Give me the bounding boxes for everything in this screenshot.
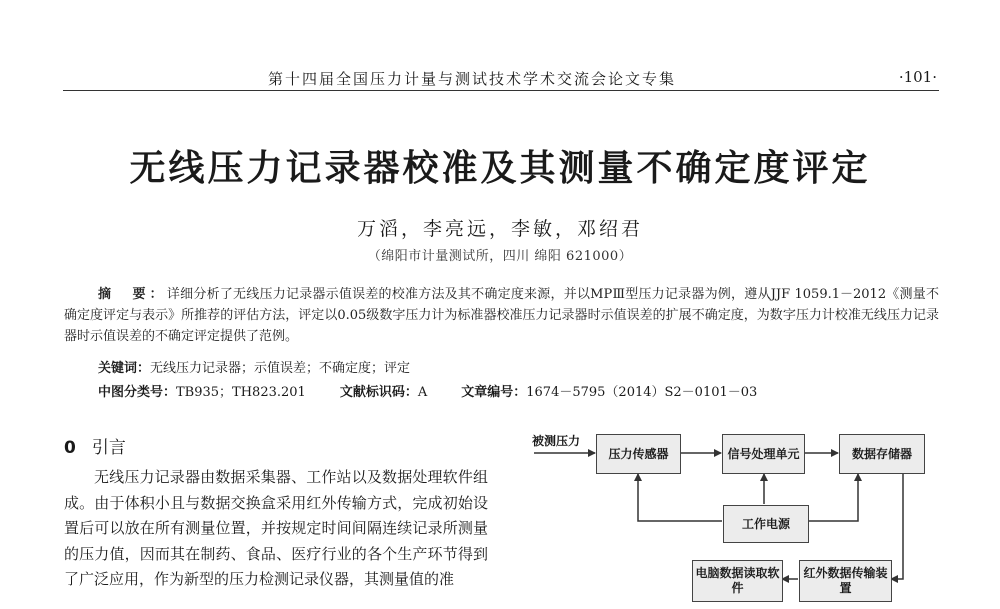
- arrow-power-to-sensor: [638, 474, 722, 521]
- pressure-sensor-box: 压力传感器: [596, 434, 681, 474]
- signal-processing-box: 信号处理单元: [722, 434, 805, 474]
- doc-code-label: 文献标识码：: [339, 385, 418, 400]
- article-number-value: 1674－5795（2014）S2－0101－03: [526, 385, 758, 400]
- keywords: [98, 357, 410, 376]
- block-diagram: [518, 422, 938, 609]
- body-paragraph: 无线压力记录器由数据采集器、工作站以及数据处理软件组成。由于体积小且与数据交换盒采用红外传输方式，完成初始设置后可以放在所有测量位置，并按规定时间间隔连续记录所测量的压力值，因而其在制药、食品、医疗行业的各个生产环节得到了广泛应用，作为新型的压力检测记录仪器，其测量值的准: [64, 468, 488, 588]
- article-number-label: 文章编号：: [461, 385, 527, 400]
- clc-label: 中图分类号：: [98, 385, 177, 400]
- input-pressure-label: 被测压力: [532, 434, 581, 448]
- ir-transmission-box: 红外数据传输装置: [799, 560, 892, 602]
- doc-code-value: A: [417, 385, 428, 400]
- abstract: [64, 284, 939, 347]
- arrow-storage-to-ir: [891, 474, 903, 579]
- classification-line: [98, 381, 939, 400]
- keywords-label: 关键词：: [98, 361, 151, 376]
- section-heading: [64, 433, 126, 458]
- section-number: 0: [64, 438, 76, 458]
- abstract-text: 详细分析了无线压力记录器示值误差的校准方法及其不确定度来源，并以MPⅢ型压力记录器为例，遵从JJF 1059.1－2012《测量不确定度评定与表示》所推荐的评估方法，评定以0.05级数字压力计为标准器校准压力记录器时示值误差的扩展不确定度，为数字压力计校准无线压力记录器时示值误差的不确定评定提供了范例。: [64, 287, 939, 344]
- authors: 万滔，李亮远，李敏，邓绍君: [356, 218, 643, 240]
- page-number: ·101·: [898, 68, 937, 86]
- journal-name: 第十四届全国压力计量与测试技术学术交流会论文专集: [268, 70, 677, 88]
- arrow-power-to-storage: [808, 474, 858, 521]
- keywords-text: 无线压力记录器；示值误差；不确定度；评定: [150, 361, 411, 376]
- affiliation: （绵阳市计量测试所，四川 绵阳 621000）: [367, 249, 633, 264]
- pc-software-box: 电脑数据读取软件: [692, 560, 783, 602]
- paper-title: 无线压力记录器校准及其测量不确定度评定: [129, 148, 871, 189]
- section-title: 引言: [91, 438, 126, 458]
- running-header: [63, 62, 939, 91]
- clc-value: TB935；TH823.201: [176, 385, 306, 400]
- data-storage-box: 数据存储器: [839, 434, 925, 474]
- abstract-label: 摘 要：: [98, 287, 167, 302]
- power-supply-box: 工作电源: [723, 505, 809, 543]
